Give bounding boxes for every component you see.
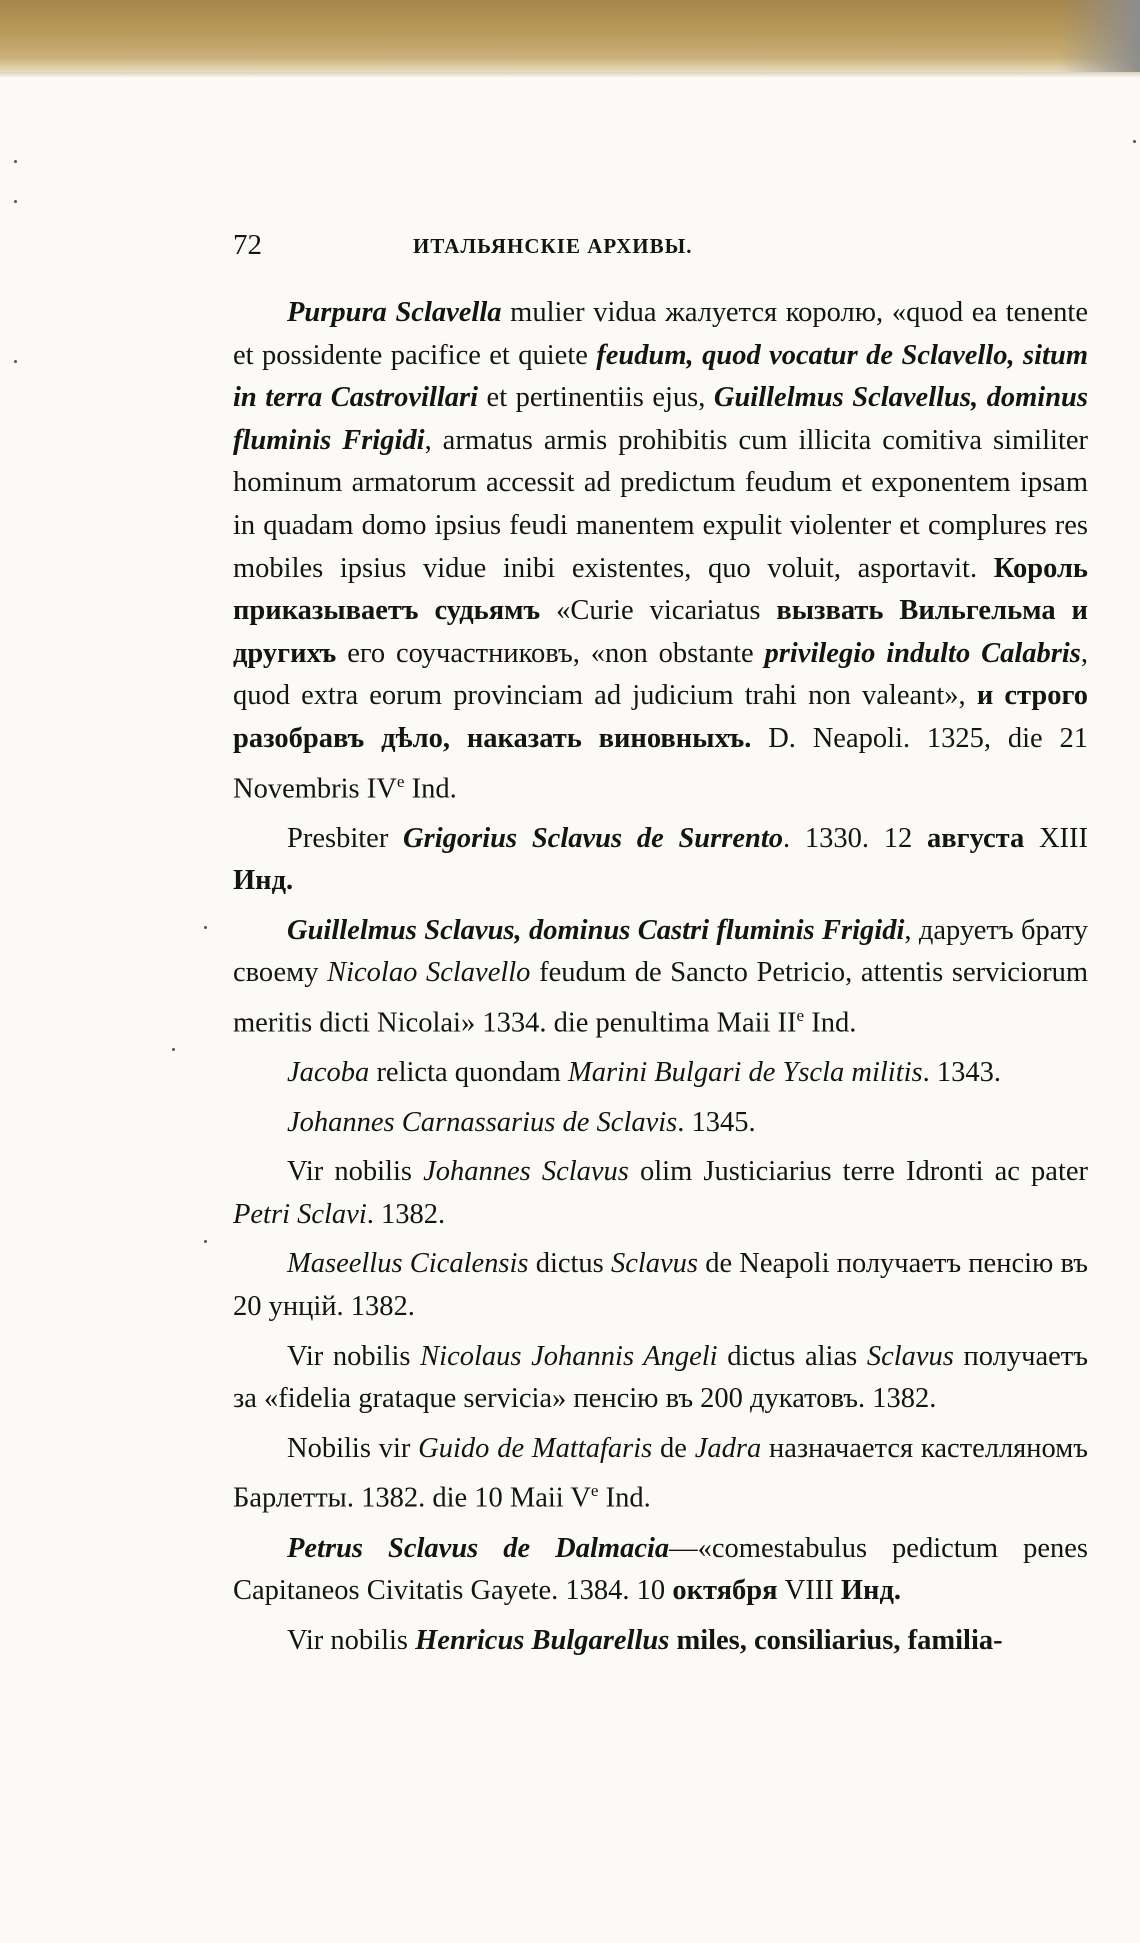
text-run: Vir nobilis	[287, 1156, 424, 1188]
text-run: Guillelmus Sclavus, dominus Castri fluminis Frigidi	[287, 914, 905, 946]
paragraph	[233, 1620, 1088, 1663]
text-run: , armatus armis prohibitis cum illicita comitiva similiter hominum armatorum accessit ad predictum feudum et exponentem ipsam in quadam domo ipsius feudi manentem expulit violenter et complures res mobiles ipsius vidue inibi existentes, quo voluit, asportavit.	[233, 424, 1088, 584]
text-run: et pertinentiis ejus,	[478, 382, 714, 414]
text-run: Король приказываетъ судьямъ	[233, 552, 1088, 627]
scan-edge-shadow	[1060, 0, 1140, 72]
text-run: Johannes Carnassarius de Sclavis	[287, 1106, 678, 1138]
text-run: вызвать Вильгельма и другихъ	[233, 595, 1088, 669]
text-run: . 1330. 12	[783, 822, 927, 854]
text-run: октября	[672, 1575, 778, 1607]
page-number: 72	[233, 229, 262, 261]
text-run: feudum de Sancto Petricio, attentis serviciorum meritis dicti Nicolai» 1334. die penultima Maii II	[233, 957, 1088, 1039]
text-run: . 1345.	[677, 1106, 756, 1138]
text-run: de Neapoli получаетъ пенсію въ 20 унцій. 1382.	[233, 1248, 1088, 1323]
text-run: Petrus Sclavus de Dalmacia	[287, 1532, 670, 1564]
text-run: Vir nobilis	[287, 1340, 421, 1372]
text-run: privilegio indulto Calabris	[764, 637, 1081, 669]
text-run: Johannes Sclavus	[423, 1156, 629, 1188]
text-run: его соучастниковъ, «non obstante	[336, 637, 765, 669]
text-run: feudum, quod vocatur de Sclavello, situm in terra Castrovillari	[233, 339, 1088, 414]
text-run: назначается кастелляномъ Барлетты. 1382. die 10 Maii V	[233, 1432, 1089, 1514]
running-title: ИТАЛЬЯНСКІЕ АРХИВЫ.	[413, 234, 693, 258]
text-run: D. Neapoli. 1325, die 21 Novembris IV	[233, 722, 1089, 805]
text-run: Henricus Bulgarellus	[415, 1624, 670, 1656]
paragraph	[233, 1052, 1088, 1095]
paragraph	[233, 910, 1088, 1045]
text-run: Maseellus Cicalensis	[287, 1248, 529, 1280]
paragraph	[233, 292, 1088, 811]
text-run: Nicolao Sclavello	[327, 957, 531, 989]
text-run: dictus	[528, 1248, 611, 1280]
scan-band-fade	[0, 72, 1140, 78]
scan-speck	[172, 1048, 175, 1051]
text-run: dictus alias	[717, 1340, 867, 1372]
text-run: de	[652, 1432, 695, 1464]
text-run: Grigorius Sclavus de Surrento	[403, 822, 784, 854]
text-run: . 1382.	[366, 1198, 446, 1230]
text-run: Sclavus	[610, 1248, 699, 1280]
text-run: Nobilis vir	[287, 1432, 419, 1464]
paragraph	[233, 1151, 1088, 1236]
paragraph	[233, 1528, 1088, 1613]
text-run: Purpura Sclavella	[287, 297, 502, 328]
text-run: Guido de Mattafaris	[418, 1432, 653, 1464]
text-run: relicta quondam	[369, 1057, 568, 1089]
text-run: Petri Sclavi	[233, 1198, 367, 1230]
text-run: августа	[926, 822, 1025, 854]
text-run: Ind.	[598, 1482, 651, 1514]
text-run: e	[590, 1481, 599, 1501]
text-run: Инд.	[840, 1575, 901, 1607]
text-run: Sclavus	[866, 1340, 954, 1372]
text-run: XIII	[1024, 822, 1088, 854]
text-run: , даруетъ брату своему	[233, 914, 1088, 989]
page-header	[233, 225, 1088, 265]
text-run: получаетъ за «fidelia grataque servicia» пенсію въ 200 дукатовъ. 1382.	[233, 1340, 1088, 1415]
paragraph	[233, 1243, 1088, 1328]
text-run: —«comestabulus pedictum penes Capitaneos Civitatis Gayete. 1384. 10	[233, 1532, 1088, 1607]
text-run: VIII	[777, 1575, 841, 1607]
text-run: . 1343.	[922, 1057, 1002, 1089]
paragraph	[233, 1102, 1088, 1145]
text-run: e	[396, 771, 405, 791]
text-run: Jacoba	[287, 1057, 370, 1089]
scan-speck	[204, 1240, 207, 1243]
body-text	[233, 292, 1088, 1662]
paragraph	[233, 1428, 1088, 1521]
text-run: e	[796, 1006, 805, 1025]
text-run: Ind.	[804, 1007, 857, 1039]
scan-speck	[14, 200, 17, 203]
scan-top-band	[0, 0, 1140, 72]
text-run: Vir nobilis	[287, 1624, 416, 1656]
scan-speck	[204, 926, 207, 929]
text-run: Nicolaus Johannis Angeli	[420, 1340, 718, 1372]
text-run: olim Justiciarius terre Idronti ac pater	[628, 1156, 1089, 1188]
scan-speck	[1133, 140, 1136, 143]
text-run: Guillelmus Sclavellus, dominus fluminis Frigidi	[233, 382, 1088, 456]
text-run: «Curie vicariatus	[540, 595, 777, 627]
text-run: Инд.	[233, 865, 294, 897]
text-run: и строго разобравъ дѣло, наказать виновныхъ.	[233, 680, 1088, 754]
text-run: Presbiter	[287, 822, 404, 854]
text-run: Marini Bulgari de Yscla militis	[567, 1057, 923, 1089]
paragraph	[233, 818, 1088, 903]
scan-speck	[14, 160, 17, 163]
paragraph	[233, 1336, 1088, 1421]
text-run: Ind.	[404, 773, 457, 805]
text-run: mulier vidua жалуется королю, «quod ea tenente et possidente pacifice et quiete	[233, 297, 1088, 371]
text-run: , quod extra eorum provinciam ad judicium trahi non valeant»,	[233, 637, 1089, 712]
text-run: Jadra	[694, 1432, 762, 1464]
text-run: miles, consiliarius, familia-	[669, 1624, 1003, 1656]
scan-speck	[14, 360, 17, 363]
